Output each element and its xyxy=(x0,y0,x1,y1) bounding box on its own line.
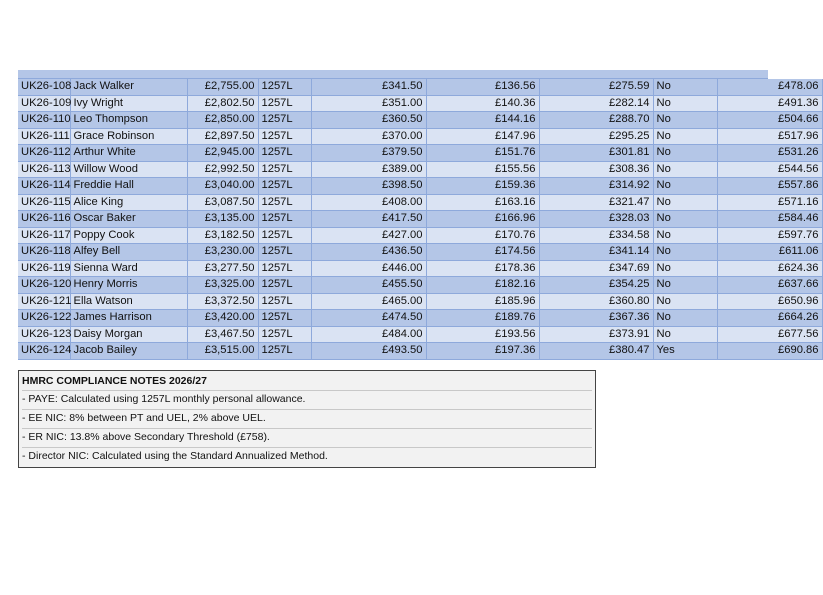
paye-cell[interactable]: £427.00 xyxy=(311,227,426,244)
employee-id-cell[interactable]: UK26-117 xyxy=(18,227,70,244)
paye-cell[interactable]: £370.00 xyxy=(311,128,426,145)
gross-pay-cell[interactable]: £3,277.50 xyxy=(187,260,258,277)
employee-nic-cell[interactable]: £193.56 xyxy=(426,326,539,343)
partially-visible-row xyxy=(18,70,768,79)
gross-pay-cell[interactable]: £3,325.00 xyxy=(187,277,258,294)
table-row xyxy=(18,161,822,178)
employer-nic-cell[interactable]: £275.59 xyxy=(539,79,653,95)
employee-nic-cell[interactable]: £185.96 xyxy=(426,293,539,310)
table-row xyxy=(18,277,822,294)
employee-name-cell[interactable]: Ella Watson xyxy=(70,293,187,310)
table-row xyxy=(18,112,822,129)
table-row xyxy=(18,260,822,277)
employer-nic-cell[interactable]: £360.80 xyxy=(539,293,653,310)
employer-nic-cell[interactable]: £308.36 xyxy=(539,161,653,178)
employee-name-cell[interactable]: Daisy Morgan xyxy=(70,326,187,343)
gross-pay-cell[interactable]: £2,802.50 xyxy=(187,95,258,112)
employee-id-cell[interactable]: UK26-121 xyxy=(18,293,70,310)
amount-cell[interactable]: £571.16 xyxy=(717,194,822,211)
tax-code-cell[interactable]: 1257L xyxy=(258,326,311,343)
employee-name-cell[interactable]: Ivy Wright xyxy=(70,95,187,112)
employer-nic-cell[interactable]: £380.47 xyxy=(539,343,653,360)
director-flag-cell[interactable]: No xyxy=(653,326,717,343)
paye-cell[interactable]: £484.00 xyxy=(311,326,426,343)
employee-name-cell[interactable]: Oscar Baker xyxy=(70,211,187,228)
table-row xyxy=(18,326,822,343)
paye-cell[interactable]: £360.50 xyxy=(311,112,426,129)
employee-name-cell[interactable]: Alice King xyxy=(70,194,187,211)
paye-cell[interactable]: £465.00 xyxy=(311,293,426,310)
employer-nic-cell[interactable]: £328.03 xyxy=(539,211,653,228)
amount-cell[interactable]: £584.46 xyxy=(717,211,822,228)
tax-code-cell[interactable]: 1257L xyxy=(258,293,311,310)
director-flag-cell[interactable]: No xyxy=(653,260,717,277)
table-row xyxy=(18,128,822,145)
amount-cell[interactable]: £531.26 xyxy=(717,145,822,162)
employee-name-cell[interactable]: Jacob Bailey xyxy=(70,343,187,360)
payroll-table xyxy=(18,79,823,360)
paye-cell[interactable]: £436.50 xyxy=(311,244,426,261)
amount-cell[interactable]: £517.96 xyxy=(717,128,822,145)
amount-cell[interactable]: £690.86 xyxy=(717,343,822,360)
paye-cell[interactable]: £379.50 xyxy=(311,145,426,162)
tax-code-cell[interactable]: 1257L xyxy=(258,211,311,228)
tax-code-cell[interactable]: 1257L xyxy=(258,194,311,211)
director-flag-cell[interactable]: No xyxy=(653,227,717,244)
employer-nic-cell[interactable]: £321.47 xyxy=(539,194,653,211)
employee-name-cell[interactable]: Jack Walker xyxy=(70,79,187,95)
employer-nic-cell[interactable]: £288.70 xyxy=(539,112,653,129)
employer-nic-cell[interactable]: £301.81 xyxy=(539,145,653,162)
gross-pay-cell[interactable]: £3,467.50 xyxy=(187,326,258,343)
director-flag-cell[interactable]: No xyxy=(653,95,717,112)
employee-id-cell[interactable]: UK26-109 xyxy=(18,95,70,112)
notes-title: HMRC COMPLIANCE NOTES 2026/27 xyxy=(22,375,207,387)
director-flag-cell[interactable]: No xyxy=(653,128,717,145)
table-row xyxy=(18,211,822,228)
tax-code-cell[interactable]: 1257L xyxy=(258,277,311,294)
employee-id-cell[interactable]: UK26-113 xyxy=(18,161,70,178)
employee-nic-cell[interactable]: £174.56 xyxy=(426,244,539,261)
director-flag-cell[interactable]: No xyxy=(653,310,717,327)
employee-nic-cell[interactable]: £197.36 xyxy=(426,343,539,360)
gross-pay-cell[interactable]: £3,182.50 xyxy=(187,227,258,244)
employee-nic-cell[interactable]: £147.96 xyxy=(426,128,539,145)
tax-code-cell[interactable]: 1257L xyxy=(258,310,311,327)
table-row xyxy=(18,145,822,162)
amount-cell[interactable]: £478.06 xyxy=(717,79,822,95)
employee-nic-cell[interactable]: £178.36 xyxy=(426,260,539,277)
employee-name-cell[interactable]: Leo Thompson xyxy=(70,112,187,129)
gross-pay-cell[interactable]: £2,992.50 xyxy=(187,161,258,178)
gross-pay-cell[interactable]: £2,850.00 xyxy=(187,112,258,129)
employee-nic-cell[interactable]: £144.16 xyxy=(426,112,539,129)
director-flag-cell[interactable]: No xyxy=(653,161,717,178)
employer-nic-cell[interactable]: £373.91 xyxy=(539,326,653,343)
payroll-body xyxy=(18,79,822,359)
payroll-sheet xyxy=(18,70,819,360)
director-flag-cell[interactable]: No xyxy=(653,211,717,228)
table-row xyxy=(18,244,822,261)
employee-nic-cell[interactable]: £159.36 xyxy=(426,178,539,195)
employee-id-cell[interactable]: UK26-120 xyxy=(18,277,70,294)
table-row xyxy=(18,293,822,310)
employee-nic-cell[interactable]: £163.16 xyxy=(426,194,539,211)
employee-name-cell[interactable]: Henry Morris xyxy=(70,277,187,294)
tax-code-cell[interactable]: 1257L xyxy=(258,112,311,129)
table-row xyxy=(18,310,822,327)
employee-nic-cell[interactable]: £140.36 xyxy=(426,95,539,112)
amount-cell[interactable]: £624.36 xyxy=(717,260,822,277)
gross-pay-cell[interactable]: £3,515.00 xyxy=(187,343,258,360)
gross-pay-cell[interactable]: £2,897.50 xyxy=(187,128,258,145)
employee-nic-cell[interactable]: £182.16 xyxy=(426,277,539,294)
employee-id-cell[interactable]: UK26-111 xyxy=(18,128,70,145)
tax-code-cell[interactable]: 1257L xyxy=(258,79,311,95)
tax-code-cell[interactable]: 1257L xyxy=(258,178,311,195)
paye-cell[interactable]: £493.50 xyxy=(311,343,426,360)
employee-id-cell[interactable]: UK26-110 xyxy=(18,112,70,129)
employer-nic-cell[interactable]: £354.25 xyxy=(539,277,653,294)
tax-code-cell[interactable]: 1257L xyxy=(258,244,311,261)
amount-cell[interactable]: £664.26 xyxy=(717,310,822,327)
tax-code-cell[interactable]: 1257L xyxy=(258,260,311,277)
employee-id-cell[interactable]: UK26-112 xyxy=(18,145,70,162)
paye-cell[interactable]: £474.50 xyxy=(311,310,426,327)
employer-nic-cell[interactable]: £295.25 xyxy=(539,128,653,145)
director-flag-cell[interactable]: No xyxy=(653,145,717,162)
director-flag-cell[interactable]: No xyxy=(653,79,717,95)
amount-cell[interactable]: £557.86 xyxy=(717,178,822,195)
gross-pay-cell[interactable]: £2,945.00 xyxy=(187,145,258,162)
table-row xyxy=(18,95,822,112)
tax-code-cell[interactable]: 1257L xyxy=(258,95,311,112)
paye-cell[interactable]: £446.00 xyxy=(311,260,426,277)
director-flag-cell[interactable]: No xyxy=(653,244,717,261)
employee-nic-cell[interactable]: £136.56 xyxy=(426,79,539,95)
employee-id-cell[interactable]: UK26-116 xyxy=(18,211,70,228)
gross-pay-cell[interactable]: £3,230.00 xyxy=(187,244,258,261)
employer-nic-cell[interactable]: £341.14 xyxy=(539,244,653,261)
director-flag-cell[interactable]: No xyxy=(653,194,717,211)
gross-pay-cell[interactable]: £2,755.00 xyxy=(187,79,258,95)
table-row xyxy=(18,79,822,95)
gross-pay-cell[interactable]: £3,420.00 xyxy=(187,310,258,327)
director-flag-cell[interactable]: No xyxy=(653,293,717,310)
employee-id-cell[interactable]: UK26-122 xyxy=(18,310,70,327)
employee-name-cell[interactable]: Poppy Cook xyxy=(70,227,187,244)
amount-cell[interactable]: £504.66 xyxy=(717,112,822,129)
amount-cell[interactable]: £544.56 xyxy=(717,161,822,178)
tax-code-cell[interactable]: 1257L xyxy=(258,227,311,244)
employee-nic-cell[interactable]: £155.56 xyxy=(426,161,539,178)
employee-name-cell[interactable]: Grace Robinson xyxy=(70,128,187,145)
notes-line-director-nic: - Director NIC: Calculated using the Standard Annualized Method. xyxy=(22,447,592,463)
amount-cell[interactable]: £677.56 xyxy=(717,326,822,343)
amount-cell[interactable]: £637.66 xyxy=(717,277,822,294)
employer-nic-cell[interactable]: £314.92 xyxy=(539,178,653,195)
compliance-notes-box xyxy=(18,370,596,468)
tax-code-cell[interactable]: 1257L xyxy=(258,343,311,360)
amount-cell[interactable]: £597.76 xyxy=(717,227,822,244)
employee-name-cell[interactable]: Alfey Bell xyxy=(70,244,187,261)
employer-nic-cell[interactable]: £347.69 xyxy=(539,260,653,277)
employer-nic-cell[interactable]: £282.14 xyxy=(539,95,653,112)
employee-id-cell[interactable]: UK26-108 xyxy=(18,79,70,95)
paye-cell[interactable]: £455.50 xyxy=(311,277,426,294)
employee-nic-cell[interactable]: £151.76 xyxy=(426,145,539,162)
amount-cell[interactable]: £491.36 xyxy=(717,95,822,112)
gross-pay-cell[interactable]: £3,372.50 xyxy=(187,293,258,310)
table-row xyxy=(18,194,822,211)
table-row xyxy=(18,227,822,244)
table-row xyxy=(18,178,822,195)
notes-line-er-nic: - ER NIC: 13.8% above Secondary Threshold (£758). xyxy=(22,428,592,444)
paye-cell[interactable]: £408.00 xyxy=(311,194,426,211)
employee-name-cell[interactable]: James Harrison xyxy=(70,310,187,327)
employee-nic-cell[interactable]: £189.76 xyxy=(426,310,539,327)
paye-cell[interactable]: £389.00 xyxy=(311,161,426,178)
employee-id-cell[interactable]: UK26-114 xyxy=(18,178,70,195)
paye-cell[interactable]: £341.50 xyxy=(311,79,426,95)
employee-id-cell[interactable]: UK26-115 xyxy=(18,194,70,211)
employer-nic-cell[interactable]: £334.58 xyxy=(539,227,653,244)
notes-line-ee-nic: - EE NIC: 8% between PT and UEL, 2% above UEL. xyxy=(22,409,592,425)
tax-code-cell[interactable]: 1257L xyxy=(258,161,311,178)
employee-id-cell[interactable]: UK26-124 xyxy=(18,343,70,360)
employee-nic-cell[interactable]: £170.76 xyxy=(426,227,539,244)
director-flag-cell[interactable]: Yes xyxy=(653,343,717,360)
employer-nic-cell[interactable]: £367.36 xyxy=(539,310,653,327)
employee-id-cell[interactable]: UK26-119 xyxy=(18,260,70,277)
employee-name-cell[interactable]: Willow Wood xyxy=(70,161,187,178)
gross-pay-cell[interactable]: £3,087.50 xyxy=(187,194,258,211)
gross-pay-cell[interactable]: £3,040.00 xyxy=(187,178,258,195)
paye-cell[interactable]: £398.50 xyxy=(311,178,426,195)
employee-name-cell[interactable]: Sienna Ward xyxy=(70,260,187,277)
table-row xyxy=(18,343,822,360)
employee-id-cell[interactable]: UK26-118 xyxy=(18,244,70,261)
director-flag-cell[interactable]: No xyxy=(653,178,717,195)
employee-name-cell[interactable]: Freddie Hall xyxy=(70,178,187,195)
director-flag-cell[interactable]: No xyxy=(653,277,717,294)
tax-code-cell[interactable]: 1257L xyxy=(258,128,311,145)
employee-nic-cell[interactable]: £166.96 xyxy=(426,211,539,228)
employee-name-cell[interactable]: Arthur White xyxy=(70,145,187,162)
gross-pay-cell[interactable]: £3,135.00 xyxy=(187,211,258,228)
amount-cell[interactable]: £650.96 xyxy=(717,293,822,310)
paye-cell[interactable]: £417.50 xyxy=(311,211,426,228)
director-flag-cell[interactable]: No xyxy=(653,112,717,129)
amount-cell[interactable]: £611.06 xyxy=(717,244,822,261)
notes-line-paye: - PAYE: Calculated using 1257L monthly personal allowance. xyxy=(22,390,592,406)
paye-cell[interactable]: £351.00 xyxy=(311,95,426,112)
tax-code-cell[interactable]: 1257L xyxy=(258,145,311,162)
employee-id-cell[interactable]: UK26-123 xyxy=(18,326,70,343)
